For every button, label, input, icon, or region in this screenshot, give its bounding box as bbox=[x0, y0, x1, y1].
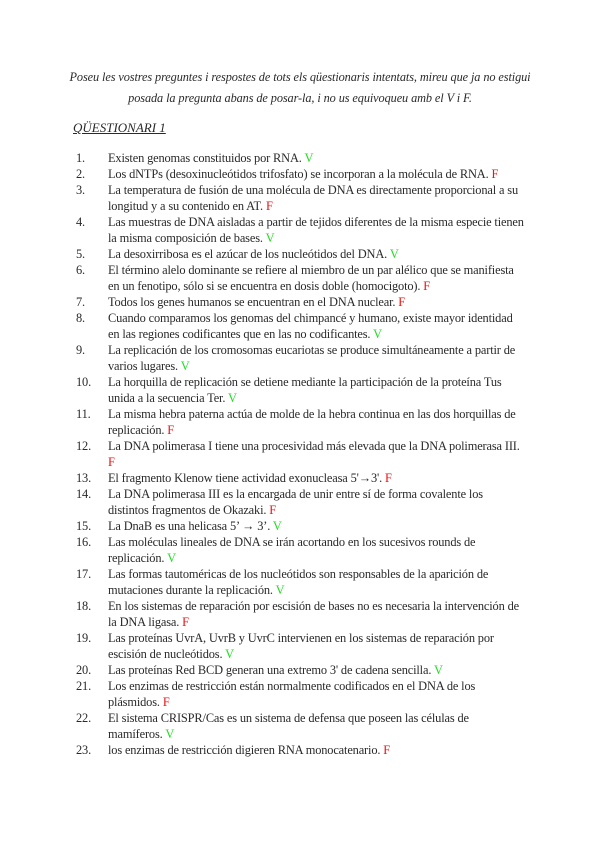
answer-mark: F bbox=[269, 503, 277, 517]
answer-mark: F bbox=[384, 471, 392, 485]
question-text: La misma hebra paterna actúa de molde de la hebra continua en las dos horquillas de replicación. bbox=[108, 407, 516, 437]
answer-mark: V bbox=[272, 519, 282, 533]
question-list bbox=[0, 150, 600, 758]
question-text: Los enzimas de restricción están normalmente codificados en el DNA de los plásmidos. bbox=[108, 679, 476, 709]
question-item bbox=[0, 742, 526, 758]
question-number: 23. bbox=[76, 743, 92, 757]
question-number: 22. bbox=[76, 711, 92, 725]
question-number: 3. bbox=[76, 183, 85, 197]
question-item bbox=[0, 310, 526, 342]
question-number: 17. bbox=[76, 567, 92, 581]
question-text: La DNA polimerasa I tiene una procesividad más elevada que la DNA polimerasa III. bbox=[108, 439, 520, 453]
question-number: 7. bbox=[76, 295, 85, 309]
question-item bbox=[0, 518, 526, 534]
answer-mark: V bbox=[389, 247, 399, 261]
question-number: 5. bbox=[76, 247, 85, 261]
question-text: Las proteínas Red BCD generan una extremo 3' de cadena sencilla. bbox=[108, 663, 432, 677]
answer-mark: F bbox=[265, 199, 273, 213]
question-item bbox=[0, 342, 526, 374]
question-item bbox=[0, 678, 526, 710]
question-text: La DnaB es una helicasa 5’ → 3’. bbox=[108, 519, 271, 533]
question-text: El fragmento Klenow tiene actividad exonucleasa 5'→3'. bbox=[108, 471, 383, 485]
question-text: Las muestras de DNA aisladas a partir de tejidos diferentes de la misma especie tienen la misma composición de bases. bbox=[108, 215, 524, 245]
question-number: 16. bbox=[76, 535, 92, 549]
question-number: 21. bbox=[76, 679, 92, 693]
answer-mark: F bbox=[398, 295, 406, 309]
answer-mark: F bbox=[108, 455, 115, 469]
question-text: Las formas tautoméricas de los nucleótidos son responsables de la aparición de mutaciones durante la replicación. bbox=[108, 567, 489, 597]
question-item bbox=[0, 598, 526, 630]
question-number: 10. bbox=[76, 375, 92, 389]
answer-mark: F bbox=[383, 743, 391, 757]
question-number: 9. bbox=[76, 343, 85, 357]
answer-mark: F bbox=[162, 695, 170, 709]
question-text: El sistema CRISPR/Cas es un sistema de defensa que poseen las células de mamíferos. bbox=[108, 711, 469, 741]
answer-mark: F bbox=[182, 615, 189, 629]
question-item bbox=[0, 438, 526, 470]
question-number: 4. bbox=[76, 215, 85, 229]
question-item bbox=[0, 470, 526, 486]
question-text: La horquilla de replicación se detiene mediante la participación de la proteína Tus unida a la secuencia Ter. bbox=[108, 375, 502, 405]
question-item bbox=[0, 710, 526, 742]
question-item bbox=[0, 662, 526, 678]
answer-mark: V bbox=[167, 551, 176, 565]
question-text: Todos los genes humanos se encuentran en el DNA nuclear. bbox=[108, 295, 396, 309]
question-text: La DNA polimerasa III es la encargada de unir entre sí de forma covalente los distintos fragmentos de Okazaki. bbox=[108, 487, 483, 517]
question-item bbox=[0, 374, 526, 406]
question-text: Los dNTPs (desoxinucleótidos trifosfato) se incorporan a la molécula de RNA. bbox=[108, 167, 489, 181]
question-item bbox=[0, 166, 526, 182]
question-item bbox=[0, 214, 526, 246]
question-number: 8. bbox=[76, 311, 85, 325]
question-text: Existen genomas constituidos por RNA. bbox=[108, 151, 302, 165]
answer-mark: V bbox=[165, 727, 175, 741]
question-text: En los sistemas de reparación por escisión de bases no es necesaria la intervención de la DNA ligasa. bbox=[108, 599, 519, 629]
question-text: La desoxirribosa es el azúcar de los nucleótidos del DNA. bbox=[108, 247, 388, 261]
question-number: 2. bbox=[76, 167, 85, 181]
answer-mark: V bbox=[228, 391, 237, 405]
question-text: Las proteínas UvrA, UvrB y UvrC intervienen en los sistemas de reparación por escisión de nucleótidos. bbox=[108, 631, 494, 661]
question-text: Cuando comparamos los genomas del chimpancé y humano, existe mayor identidad en las regiones codificantes que en las no codificantes. bbox=[108, 311, 513, 341]
instructions-text: Poseu les vostres preguntes i respostes de tots els qüestionaris intentats, mireu que ja no estigui posada la pregunta abans de posar-la, i no us equivoqueu amb el V i F. bbox=[69, 70, 531, 105]
question-text: los enzimas de restricción digieren RNA monocatenario. bbox=[108, 743, 381, 757]
answer-mark: F bbox=[491, 167, 499, 181]
answer-mark: V bbox=[275, 583, 285, 597]
answer-mark: V bbox=[225, 647, 234, 661]
question-number: 19. bbox=[76, 631, 92, 645]
question-item bbox=[0, 246, 526, 262]
question-number: 13. bbox=[76, 471, 92, 485]
question-number: 15. bbox=[76, 519, 92, 533]
question-text: La replicación de los cromosomas eucariotas se produce simultáneamente a partir de varios lugares. bbox=[108, 343, 516, 373]
question-item bbox=[0, 294, 526, 310]
question-item bbox=[0, 182, 526, 214]
question-number: 1. bbox=[76, 151, 85, 165]
question-text: El término alelo dominante se refiere al miembro de un par alélico que se manifiesta en un fenotipo, sólo si se encuentra en dosis doble (homocigoto). bbox=[108, 263, 514, 293]
question-item bbox=[0, 262, 526, 294]
answer-mark: V bbox=[180, 359, 190, 373]
question-number: 18. bbox=[76, 599, 92, 613]
question-item bbox=[0, 566, 526, 598]
question-text: Las moléculas lineales de DNA se irán acortando en los sucesivos rounds de replicación. bbox=[108, 535, 476, 565]
answer-mark: V bbox=[434, 663, 443, 677]
question-item bbox=[0, 406, 526, 438]
answer-mark: F bbox=[167, 423, 175, 437]
question-number: 14. bbox=[76, 487, 92, 501]
question-number: 20. bbox=[76, 663, 92, 677]
question-item bbox=[0, 150, 526, 166]
question-item bbox=[0, 486, 526, 518]
section-heading: QÜESTIONARI 1 bbox=[73, 120, 166, 135]
answer-mark: V bbox=[304, 151, 314, 165]
answer-mark: V bbox=[265, 231, 275, 245]
answer-mark: V bbox=[373, 327, 382, 341]
question-number: 6. bbox=[76, 263, 85, 277]
question-text: La temperatura de fusión de una molécula de DNA es directamente proporcional a su longitud y a su contenido en AT. bbox=[108, 183, 519, 213]
question-item bbox=[0, 534, 526, 566]
question-number: 11. bbox=[76, 407, 91, 421]
question-item bbox=[0, 630, 526, 662]
answer-mark: F bbox=[423, 279, 431, 293]
question-number: 12. bbox=[76, 439, 92, 453]
